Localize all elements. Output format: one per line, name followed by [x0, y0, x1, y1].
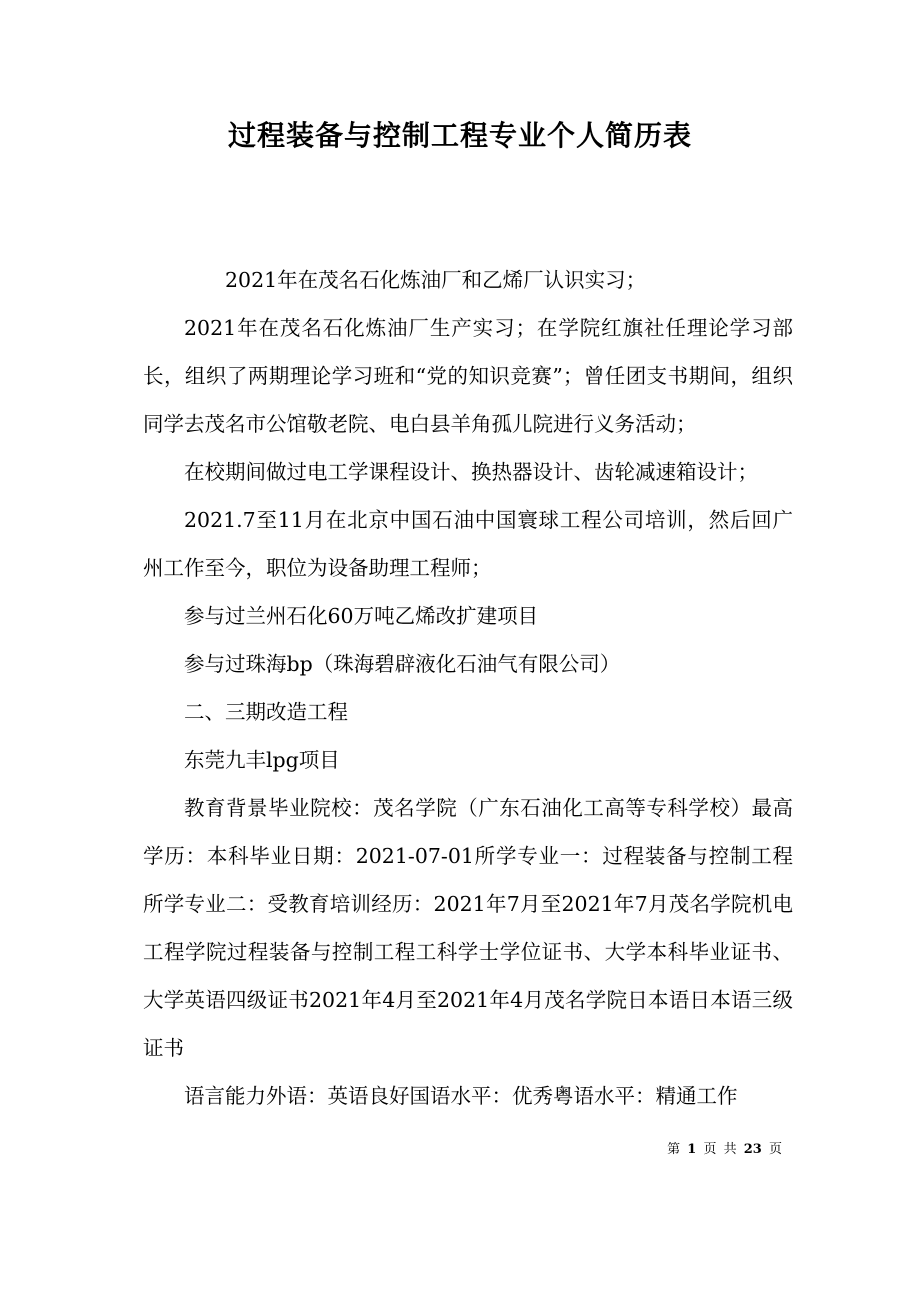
paragraph-9: 教育背景毕业院校：茂名学院（广东石油化工高等专科学校）最高学历：本科毕业日期：2021-07-01所学专业一：过程装备与控制工程所学专业二：受教育培训经历：2021年7月至2021年7月茂名学院机电工程学院过程装备与控制工程工科学士学位证书、大学本科毕业证书、大学英语四级证书2021年4月至2021年4月茂名学院日本语日本语三级证书: [143, 796, 793, 1060]
page-title: 过程装备与控制工程专业个人简历表: [227, 119, 692, 152]
paragraph-10: 语言能力外语：英语良好国语水平：优秀粤语水平：精通工作: [184, 1084, 738, 1108]
page-footer: [0, 1140, 782, 1160]
paragraph-5: 参与过兰州石化60万吨乙烯改扩建项目: [184, 604, 539, 628]
document-body: [143, 256, 793, 1120]
paragraph-4: 2021.7至11月在北京中国石油中国寰球工程公司培训，然后回广州工作至今，职位为设备助理工程师；: [143, 508, 793, 580]
footer-prefix: 第: [667, 1142, 681, 1157]
paragraph-3: 在校期间做过电工学课程设计、换热器设计、齿轮减速箱设计；: [184, 460, 758, 484]
paragraph-6: 参与过珠海bp（珠海碧辟液化石油气有限公司）: [184, 652, 621, 676]
footer-page-number: 1: [687, 1142, 697, 1157]
paragraph-8: 东莞九丰lpg项目: [184, 748, 340, 772]
paragraph-2: 2021年在茂名石化炼油厂生产实习；在学院红旗社任理论学习部长，组织了两期理论学习班和“党的知识竞赛”；曾任团支书期间，组织同学去茂名市公馆敬老院、电白县羊角孤儿院进行义务活动；: [143, 316, 793, 436]
footer-total-pages: 23: [743, 1142, 762, 1157]
paragraph-1: 2021年在茂名石化炼油厂和乙烯厂认识实习；: [225, 268, 647, 292]
footer-middle: 页 共: [703, 1142, 737, 1157]
footer-suffix: 页: [768, 1142, 782, 1157]
paragraph-7: 二、三期改造工程: [184, 700, 348, 724]
